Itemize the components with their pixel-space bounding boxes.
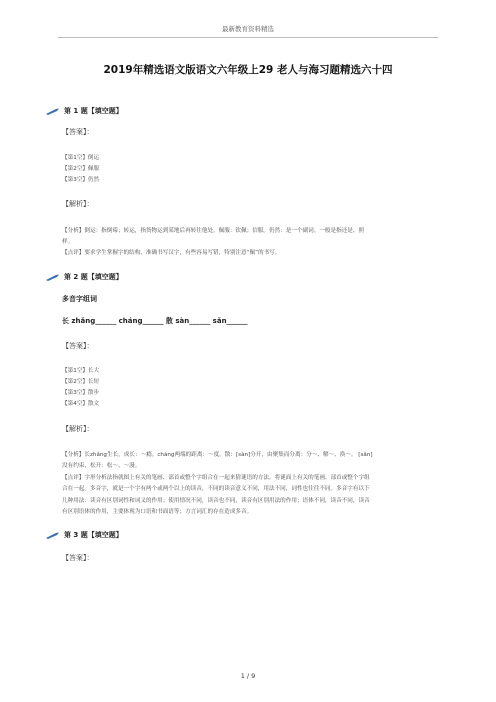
q1-answer-label: 【答案】： — [62, 128, 94, 136]
question-2-title: 第 2 题【填空题】 — [64, 273, 123, 281]
q2-analysis-line-1: 【分析】长zhǎng生长，成长：～瘾。cháng两端的距离：～度。散：[sàn]分开，由聚集而分离：分～、解～、涣～。 [sǎn] — [62, 452, 373, 458]
q2-prompt: 长 zhǎng______ cháng______ 散 sàn______ sǎn______ — [62, 317, 248, 325]
pen-icon — [46, 274, 60, 281]
question-3-heading — [46, 530, 123, 540]
q2-answer-4: 【第4空】散文 — [62, 401, 100, 407]
q2-answer-3: 【第3空】散步 — [62, 390, 100, 396]
q1-analysis-label: 【解析】： — [62, 200, 94, 208]
q2-analysis-line-6: 有区别语体的作用，主要体现为口语和书面语等；方言词汇的存在造成多音。 — [62, 509, 253, 515]
q2-answer-2: 【第2空】长短 — [62, 379, 100, 385]
document-title: 2019年精选语文版语文六年级上29 老人与海习题精选六十四 — [103, 64, 393, 76]
q1-answer-1: 【第1空】倒运 — [62, 155, 100, 161]
q3-answer-label: 【答案】： — [62, 554, 94, 562]
pen-icon — [46, 108, 60, 115]
q2-analysis-label: 【解析】： — [62, 425, 94, 433]
page-header: 最新教育资料精选 — [222, 25, 274, 33]
question-2-heading — [46, 272, 123, 282]
q1-analysis-line-2: 样。 — [62, 239, 74, 245]
q2-answer-label: 【答案】： — [62, 342, 94, 350]
q2-analysis-line-2: 没有约束，松开：松～、～漫。 — [62, 463, 141, 469]
header-divider — [58, 37, 438, 38]
q1-analysis-line-1: 【分析】倒运：指倒霉；转运，指货物运到某地后再转往他处。佩服：钦佩；信服。仍然：是一个副词。一般是指还是、照 — [62, 228, 365, 234]
q2-analysis-line-3: 【点评】字形分析法指就图上有关的笔画、部首或整个字组合在一起来猜谜语的方法。将谜面上有关的笔画、部首或整个字组 — [62, 475, 370, 481]
q2-answer-1: 【第1空】长大 — [62, 368, 100, 374]
q2-analysis-line-5: 几种用法：读音有区别词性和词义的作用；使用情况不同，读音也不同，读音有区别用法的作用；语体不同，读音不同，读音 — [62, 498, 370, 504]
page-number: 1 / 9 — [240, 672, 256, 680]
question-1-heading — [46, 106, 123, 116]
pen-icon — [46, 532, 60, 539]
q2-analysis-line-4: 合在一起。多音字，就是一个字有两个或两个以上的读音，不同的读音意义不同，用法不同，词性也往往不同。多音字有以下 — [62, 486, 370, 492]
question-3-title: 第 3 题【填空题】 — [64, 531, 123, 539]
q1-analysis-line-3: 【点评】要求学生掌握字的结构，准确书写汉字，有些容易写错，特别注意“佩”的书写。 — [62, 250, 281, 256]
q2-subheading: 多音字组词 — [62, 295, 97, 303]
q1-answer-3: 【第3空】仍然 — [62, 177, 100, 183]
question-1-title: 第 1 题【填空题】 — [64, 107, 123, 115]
q1-answer-2: 【第2空】佩服 — [62, 166, 100, 172]
